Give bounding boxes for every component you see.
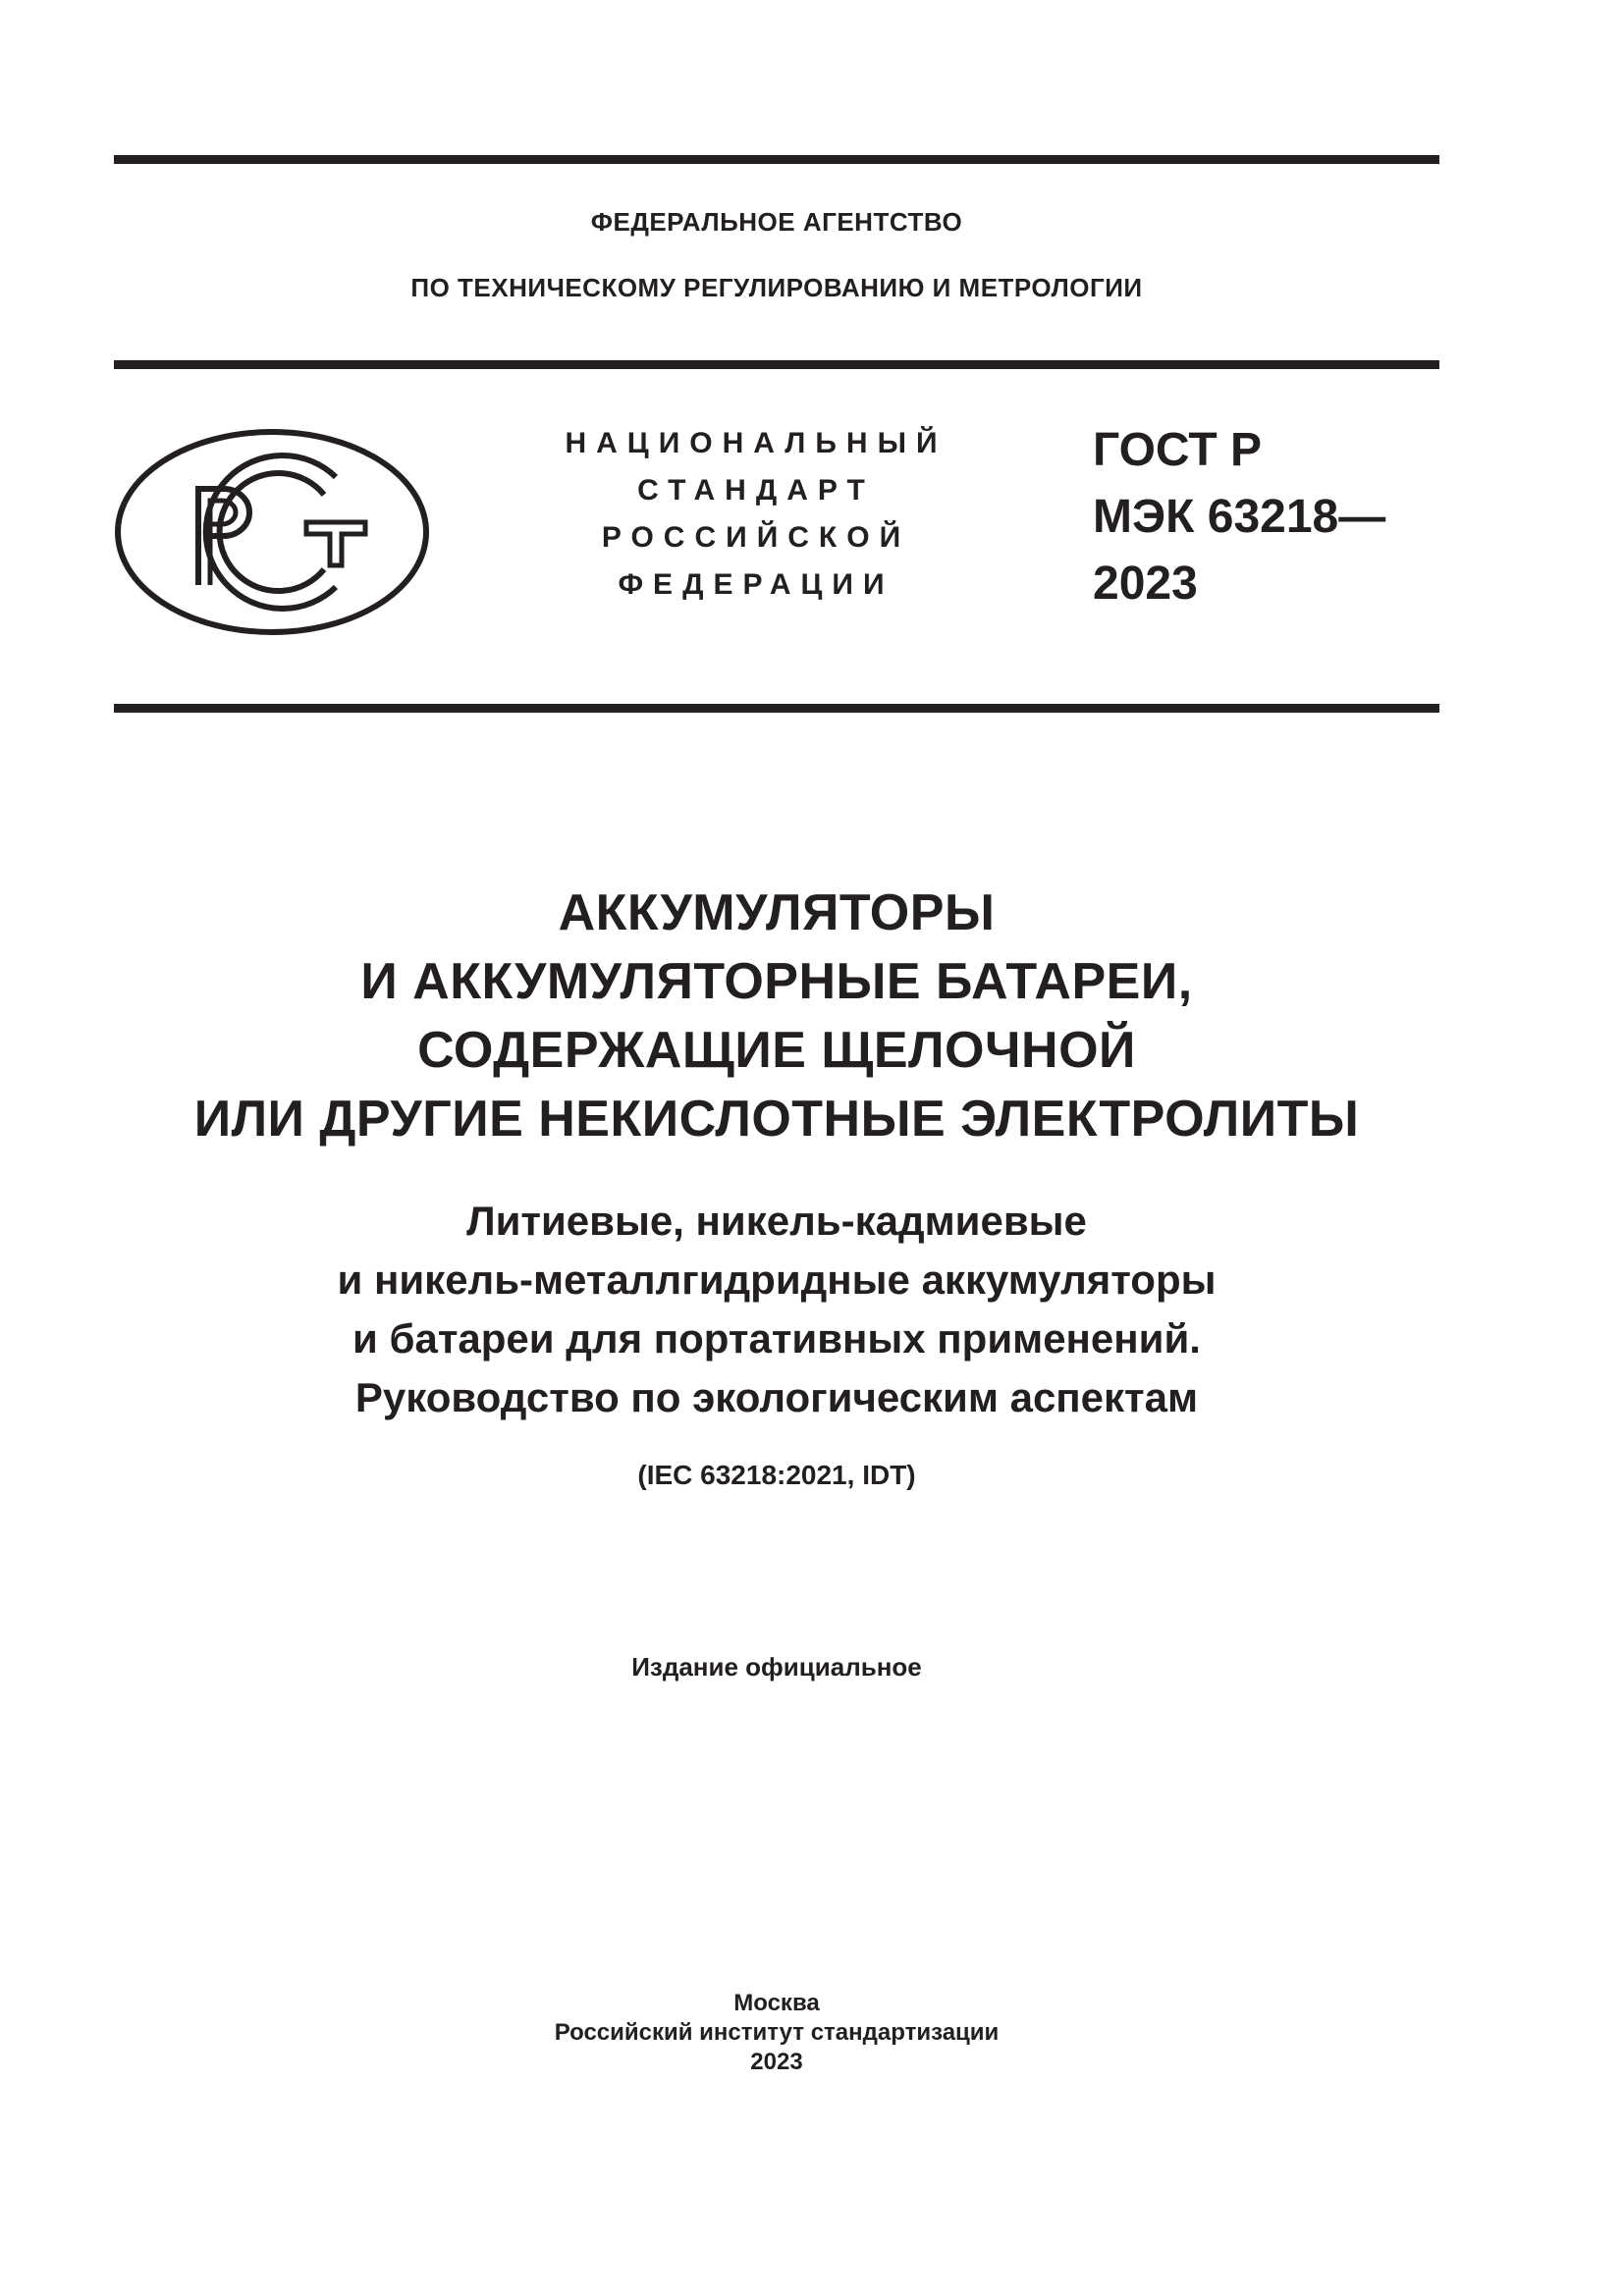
imprint bbox=[114, 1989, 1439, 2077]
imprint-publisher: Российский институт стандартизации bbox=[554, 2019, 1000, 2046]
imprint-city: Москва bbox=[733, 1990, 820, 2016]
designation-line: ГОСТ Р bbox=[1093, 424, 1263, 476]
document-title bbox=[114, 879, 1439, 1153]
rst-certification-mark-icon bbox=[114, 428, 430, 641]
agency-line-1: ФЕДЕРАЛЬНОЕ АГЕНТСТВО bbox=[590, 207, 963, 237]
title-line: И АККУМУЛЯТОРНЫЕ БАТАРЕИ, bbox=[360, 953, 1193, 1010]
national-standard-line: ФЕДЕРАЦИИ bbox=[618, 568, 894, 601]
title-line: ИЛИ ДРУГИЕ НЕКИСЛОТНЫЕ ЭЛЕКТРОЛИТЫ bbox=[193, 1091, 1360, 1148]
designation-line: МЭК 63218— bbox=[1093, 491, 1386, 543]
agency-line-2: ПО ТЕХНИЧЕСКОМУ РЕГУЛИРОВАНИЮ И МЕТРОЛОГИИ bbox=[410, 273, 1143, 302]
header-rule bbox=[114, 360, 1439, 369]
edition-label: Издание официальное bbox=[631, 1652, 922, 1682]
subtitle-line: и никель-металлгидридные аккумуляторы bbox=[337, 1256, 1217, 1303]
title-line: СОДЕРЖАЩИЕ ЩЕЛОЧНОЙ bbox=[417, 1022, 1136, 1079]
title-line: АККУМУЛЯТОРЫ bbox=[558, 884, 996, 941]
national-standard-line: РОССИЙСКОЙ bbox=[601, 521, 911, 554]
imprint-year: 2023 bbox=[750, 2049, 803, 2075]
iec-reference: (IEC 63218:2021, IDT) bbox=[637, 1460, 916, 1490]
title-block-rule bbox=[114, 704, 1439, 713]
standard-designation bbox=[1093, 417, 1385, 617]
national-standard-line: НАЦИОНАЛЬНЫЙ bbox=[565, 427, 947, 459]
subtitle-line: и батареи для портативных применений. bbox=[352, 1315, 1201, 1362]
national-standard-line: СТАНДАРТ bbox=[637, 474, 875, 507]
subtitle-line: Литиевые, никель-кадмиевые bbox=[466, 1198, 1087, 1244]
subtitle-line: Руководство по экологическим аспектам bbox=[354, 1374, 1199, 1420]
designation-line: 2023 bbox=[1093, 558, 1198, 610]
top-rule bbox=[114, 155, 1439, 164]
national-standard-label bbox=[530, 420, 982, 609]
document-subtitle bbox=[114, 1192, 1439, 1427]
